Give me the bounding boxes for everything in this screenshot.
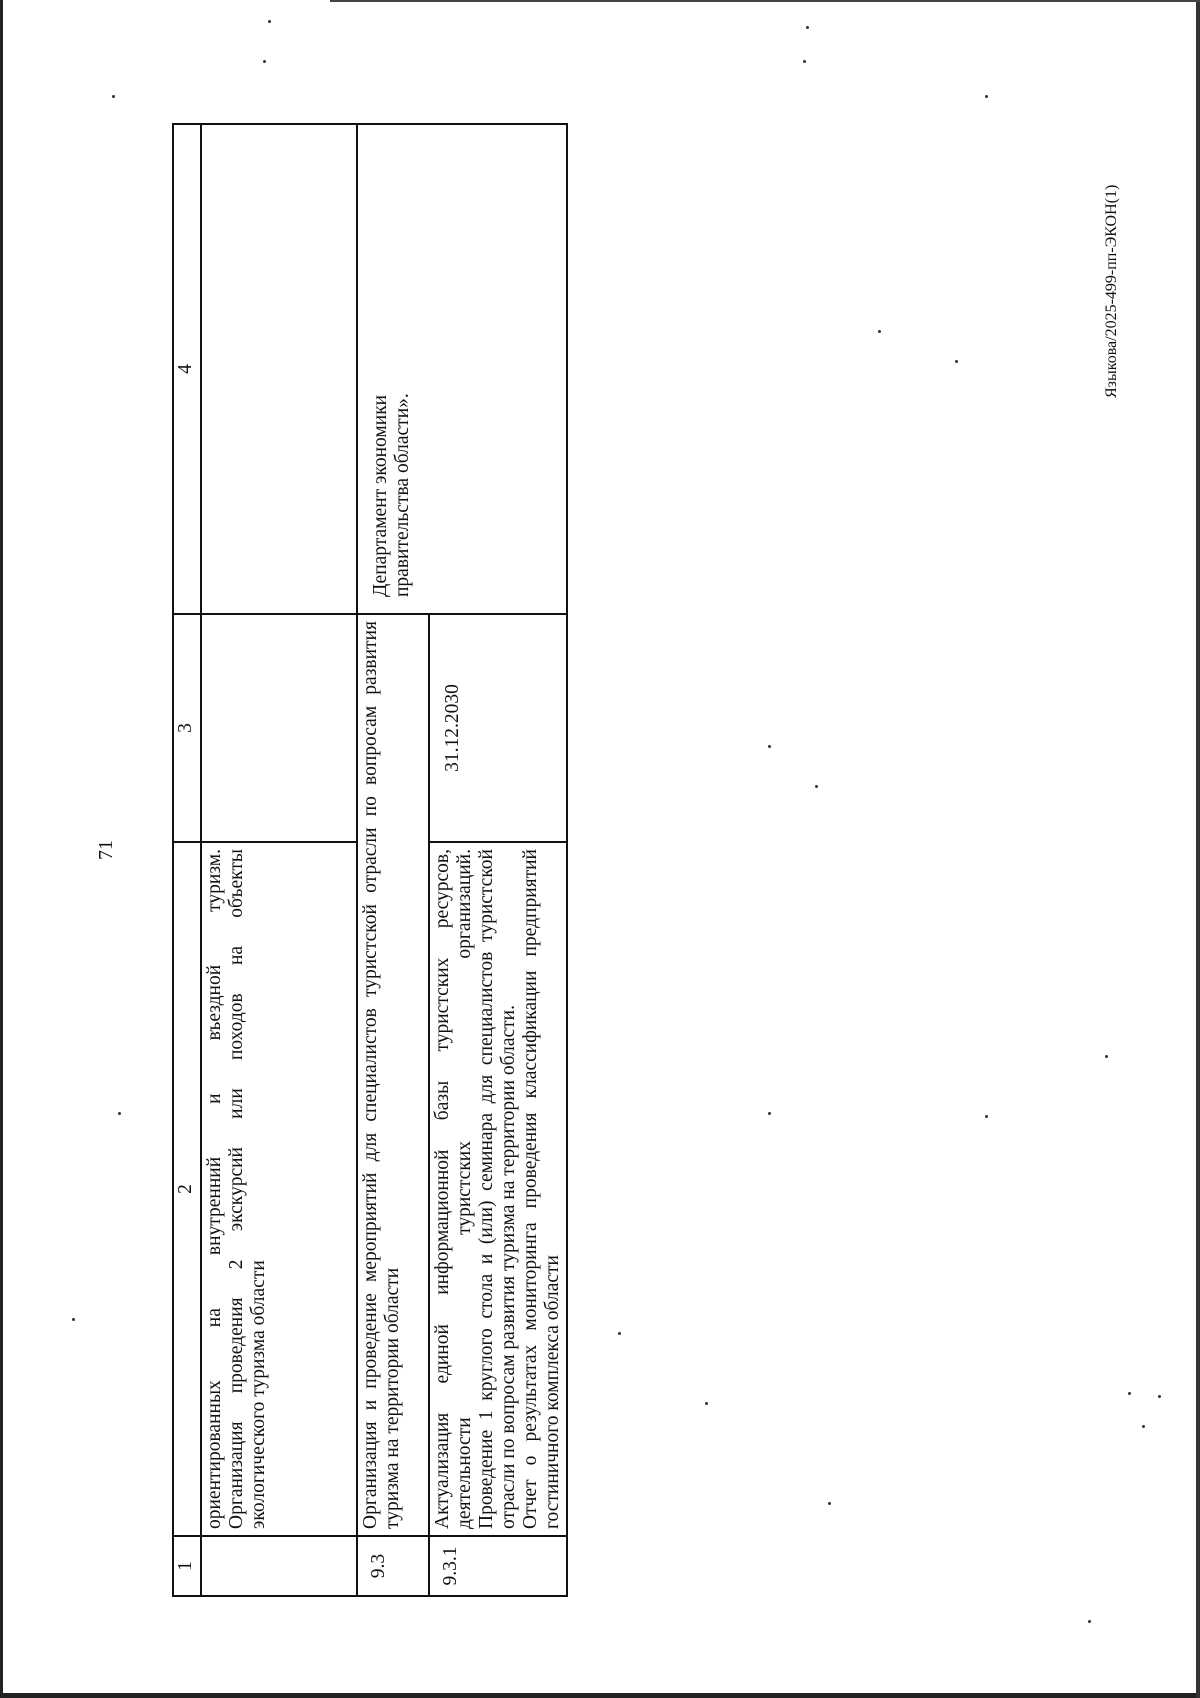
rotated-table-container: [172, 125, 563, 1597]
scan-speck: [112, 95, 115, 98]
scan-speck: [618, 1332, 621, 1335]
table-header-row: [173, 124, 201, 1596]
activity-description-cell: Организация и проведение мероприятий для специалистов туристской отрасли по вопросам развития туризма на территории области: [357, 614, 429, 1536]
row-number-cell: [201, 1536, 357, 1596]
scan-speck: [268, 20, 271, 23]
page-frame-bottom: [0, 1693, 1200, 1698]
page-frame-left: [0, 0, 3, 1698]
document-code: Языкова/2025-499-пп-ЭКОН(1): [1103, 184, 1120, 398]
description-line: Актуализация единой информационной базы туристских ресурсов,: [432, 849, 453, 1529]
page-frame-right: [1196, 0, 1200, 1698]
activities-table: [172, 123, 568, 1597]
header-cell: 2: [173, 842, 201, 1536]
responsible-line: Департамент экономики: [370, 394, 391, 597]
table-row: [357, 124, 429, 1596]
header-cell: 3: [173, 614, 201, 842]
header-cell: 1: [173, 1536, 201, 1596]
scan-speck: [1088, 1620, 1091, 1623]
scan-speck: [878, 330, 881, 333]
table-row: [201, 124, 357, 1596]
description-line: ориентированных на внутренний и въездной туризм.: [204, 849, 225, 1529]
activity-description-cell: [201, 842, 357, 1536]
scan-speck: [768, 1112, 771, 1115]
row-number-cell: 9.3: [357, 1536, 429, 1596]
scan-speck: [985, 95, 988, 98]
scan-speck: [1158, 1395, 1161, 1398]
scan-speck: [768, 745, 771, 748]
activity-description-cell: [429, 842, 567, 1536]
description-line: деятельности туристских организаций.: [454, 849, 475, 1529]
scan-speck: [1105, 1055, 1108, 1058]
header-cell: 4: [173, 124, 201, 614]
scan-speck: [955, 360, 958, 363]
row-number-cell: 9.3.1: [429, 1536, 567, 1596]
responsible-line: правительства области».: [392, 393, 413, 597]
page-frame-top: [330, 0, 1200, 2]
description-line: Отчет о результатах мониторинга проведения классификации предприятий гостиничного комплекса области: [520, 849, 563, 1529]
scan-speck: [1142, 1425, 1145, 1428]
responsible-cell: [201, 124, 357, 614]
scan-speck: [985, 1115, 988, 1118]
description-line: экологического туризма области: [248, 1260, 269, 1529]
scan-speck: [263, 60, 266, 63]
scan-speck: [828, 1502, 831, 1505]
scan-speck: [803, 60, 806, 63]
responsible-cell: [357, 124, 567, 614]
page-number: 71: [95, 840, 117, 860]
scan-speck: [815, 785, 818, 788]
description-line: Организация проведения 2 экскурсий или походов на объекты: [226, 849, 247, 1529]
scan-speck: [72, 1318, 75, 1321]
scan-speck: [1128, 1392, 1131, 1395]
deadline-cell: [201, 614, 357, 842]
description-line: Проведение 1 круглого стола и (или) семинара для специалистов туристской отрасли по вопросам развития туризма на территории области.: [476, 849, 519, 1529]
scan-speck: [705, 1402, 708, 1405]
deadline-cell: 31.12.2030: [429, 614, 567, 842]
scan-speck: [806, 26, 809, 29]
scan-speck: [118, 1112, 121, 1115]
